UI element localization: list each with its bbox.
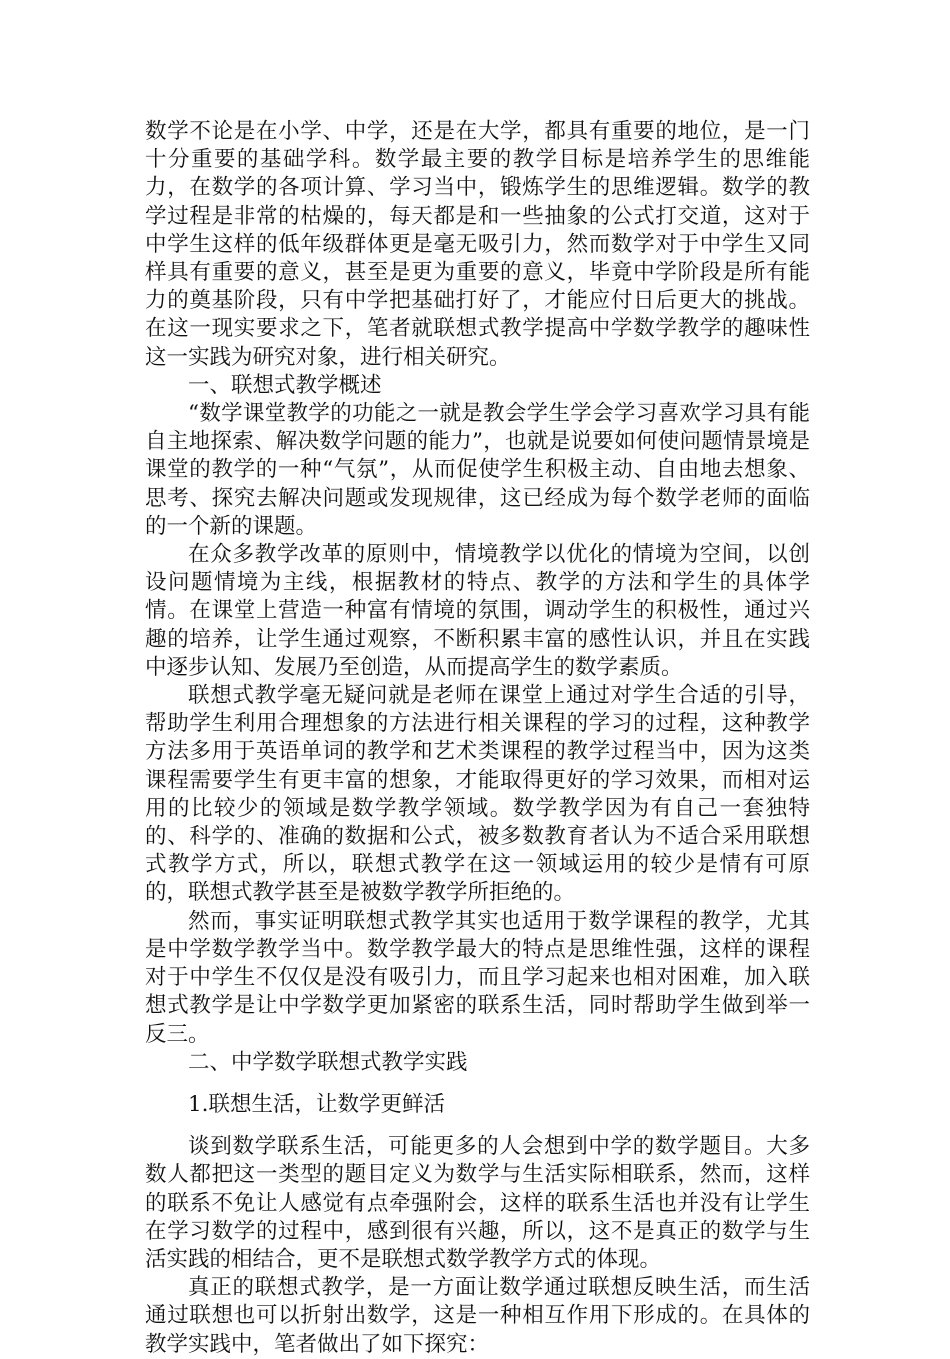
body-paragraph-however: 然而，事实证明联想式教学其实也适用于数学课程的教学，尤其是中学数学教学当中。数学教学最大的特点是思维性强，这样的课程对于中学生不仅仅是没有吸引力，而且学习起来也相对困难，加入联想式教学是让中学数学更加紧密的联系生活，同时帮助学生做到举一反三。 [145, 908, 810, 1047]
section-heading-2: 二、中学数学联想式教学实践 [188, 1049, 468, 1075]
intro-paragraph: 数学不论是在小学、中学，还是在大学，都具有重要的地位，是一门十分重要的基础学科。数学最主要的教学目标是培养学生的思维能力，在数学的各项计算、学习当中，锻炼学生的思维逻辑。数学的教学过程是非常的枯燥的，每天都是和一些抽象的公式打交道，这对于中学生这样的低年级群体更是毫无吸引力，然而数学对于中学生又同样具有重要的意义，甚至是更为重要的意义，毕竟中学阶段是所有能力的奠基阶段，只有中学把基础打好了，才能应付日后更大的挑战。在这一现实要求之下，笔者就联想式教学提高中学数学教学的趣味性这一实践为研究对象，进行相关研究。 [145, 119, 810, 370]
body-paragraph-true-associative: 真正的联想式教学，是一方面让数学通过联想反映生活，而生活通过联想也可以折射出数学，这是一种相互作用下形成的。在具体的教学实践中，笔者做出了如下探究： [145, 1275, 810, 1357]
body-paragraph-life-connection: 谈到数学联系生活，可能更多的人会想到中学的数学题目。大多数人都把这一类型的题目定义为数学与生活实际相联系，然而，这样的联系不免让人感觉有点牵强附会，这样的联系生活也并没有让学生在学习数学的过程中，感到很有兴趣，所以，这不是真正的数学与生活实践的相结合，更不是联想式数学教学方式的体现。 [145, 1134, 810, 1272]
document-body [145, 118, 810, 1359]
body-paragraph-associative-teaching: 联想式教学毫无疑问就是老师在课堂上通过对学生合适的引导，帮助学生利用合理想象的方法进行相关课程的学习的过程，这种教学方法多用于英语单词的教学和艺术类课程的教学过程当中，因为这类课程需要学生有更丰富的想象，才能取得更好的学习效果，而相对运用的比较少的领域是数学教学领域。数学教学因为有自己一套独特的、科学的、准确的数据和公式，被多数教育者认为不适合采用联想式教学方式，所以，联想式教学在这一领域运用的较少是情有可原的，联想式教学甚至是被数学教学所拒绝的。 [145, 683, 810, 906]
subsection-heading-1: 1.联想生活，让数学更鲜活 [188, 1091, 446, 1117]
body-paragraph-quote: “数学课堂教学的功能之一就是教会学生学会学习喜欢学习具有能自主地探索、解决数学问题的能力”，也就是说要如何使问题情景境是课堂的教学的一种“气氛”，从而促使学生积极主动、自由地去想象、思考、探究去解决问题或发现规律，这已经成为每个数学老师的面临的一个新的课题。 [145, 401, 810, 539]
section-heading-1: 一、联想式教学概述 [188, 372, 382, 398]
body-paragraph-situational-teaching: 在众多教学改革的原则中，情境教学以优化的情境为空间，以创设问题情境为主线，根据教材的特点、教学的方法和学生的具体学情。在课堂上营造一种富有情境的氛围，调动学生的积极性，通过兴趣的培养，让学生通过观察，不断积累丰富的感性认识，并且在实践中逐步认知、发展乃至创造，从而提高学生的数学素质。 [145, 542, 810, 680]
